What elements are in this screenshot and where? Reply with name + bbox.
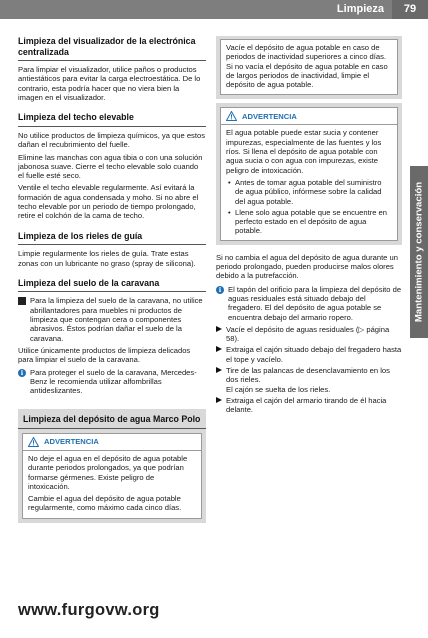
warning-text: No deje el agua en el depósito de agua potable durante periodos prolongados, ya que podrían formarse gérmenes. Existe peligro de intoxicación. xyxy=(28,453,188,491)
warning-text: Vacíe el depósito de agua potable en caso de periodos de inactividad superiores a cinco días. Si no vacía el depósito de agua potable en caso de largos periodos de inactividad, limpie el depósito de agua potable. xyxy=(226,43,388,90)
section-water-tank-box xyxy=(18,409,206,522)
warning-body xyxy=(221,125,397,239)
side-tab-label: Mantenimiento y conservación xyxy=(413,181,425,323)
note-text: Para proteger el suelo de la caravana, Mercedes-Benz le recomienda utilizar alfombrillas antideslizantes. xyxy=(30,367,197,396)
page-number: 79 xyxy=(392,0,428,19)
warning-frame xyxy=(220,107,398,240)
step-arrow-icon xyxy=(216,326,222,332)
paragraph: Utilice únicamente productos de limpieza delicados para limpiar el suelo de la caravana. xyxy=(18,345,191,365)
paragraph: Elimine las manchas con agua tibia o con una solución jabonosa suave. Cierre el techo elevable solo cuando el fuelle esté seco. xyxy=(18,152,203,181)
section-heading: Limpieza del suelo de la caravana xyxy=(18,278,206,293)
paragraph: Si no cambia el agua del depósito de agua durante un periodo prolongado, pueden producirse malos olores debido a la putrefacción. xyxy=(216,252,398,281)
instruction-step xyxy=(216,325,402,344)
info-note xyxy=(216,285,402,322)
watermark-text: www.furgovw.org xyxy=(18,601,160,619)
note-text: El tapón del orificio para la limpieza del depósito de aguas residuales está situado debajo del fregadero. El del depósito de agua potable se encuentra debajo del armario ropero. xyxy=(228,284,402,322)
caution-square-icon xyxy=(18,297,26,305)
step-text: Extraiga el cajón del armario tirando de él hacia delante. xyxy=(226,395,387,415)
page-header xyxy=(0,0,428,19)
step-text: Vacíe el depósito de aguas residuales (▷ página 58). xyxy=(226,324,390,344)
section-display-cleaning xyxy=(18,36,206,102)
step-arrow-icon xyxy=(216,397,222,403)
warning-label: ADVERTENCIA xyxy=(242,111,297,121)
paragraph: Ventile el techo elevable regularmente. Así evitará la formación de agua condensada y moho. Si no abre el techo elevable por un periodo de tiempo prolongado, retire el colchón de la cama de techo. xyxy=(18,183,199,221)
warning-triangle-icon xyxy=(226,111,237,121)
right-column xyxy=(216,36,402,417)
step-arrow-icon xyxy=(216,367,222,373)
header-title: Limpieza xyxy=(336,3,384,15)
section-roof-cleaning xyxy=(18,112,206,220)
info-icon: i xyxy=(18,369,26,377)
warning-text: El agua potable puede estar sucia y contener impurezas, especialmente de las fuentes y los ríos. Si llena el depósito de agua potable con agua sucia o con agua con impurezas, existe peligro de intoxicación. xyxy=(226,128,382,175)
warning-triangle-icon xyxy=(28,437,39,447)
warning-label: ADVERTENCIA xyxy=(44,437,99,447)
warning-box-2 xyxy=(216,103,402,244)
instruction-step xyxy=(216,345,402,364)
bullet-item: • Antes de tomar agua potable del suministro de agua público, infórmese sobre la calidad del agua potable. xyxy=(226,178,392,206)
info-note xyxy=(18,368,206,396)
continued-warning-box xyxy=(220,39,398,95)
left-column xyxy=(18,36,206,523)
section-heading: Limpieza del visualizador de la electrónica centralizada xyxy=(18,36,206,61)
continued-box xyxy=(216,36,402,99)
paragraph: No utilice productos de limpieza químicos, ya que estos dañan el recubrimiento del fuelle. xyxy=(18,130,205,150)
section-heading: Limpieza del techo elevable xyxy=(18,112,206,127)
warning-box xyxy=(22,433,202,519)
bullet-item: • Llene solo agua potable que se encuentre en perfecto estado en el depósito de agua potable. xyxy=(226,208,392,236)
warning-header xyxy=(23,434,201,451)
section-rails-cleaning xyxy=(18,231,206,268)
section-heading: Limpieza de los rieles de guía xyxy=(18,231,206,246)
step-text: Tire de las palancas de desenclavamiento en los dos rieles. xyxy=(226,366,390,385)
step-result: El cajón se suelta de los rieles. xyxy=(226,384,331,394)
section-floor-cleaning xyxy=(18,278,206,396)
warning-body xyxy=(23,451,201,518)
paragraph: Para limpiar el visualizador, utilice paños o productos antiestáticos para evitar la carga electroestática. De lo contrario, esta podría hacer que no viera bien la imagen en el visualizador. xyxy=(18,65,201,103)
step-arrow-icon xyxy=(216,346,222,352)
section-side-tab xyxy=(410,166,428,338)
caution-note xyxy=(18,296,206,342)
info-icon: i xyxy=(216,286,224,294)
warning-wrapper xyxy=(18,429,206,523)
instruction-step xyxy=(216,366,402,394)
note-text: Para la limpieza del suelo de la caravana, no utilice abrillantadores para muebles ni productos de limpieza que contengan cera o componentes abrasivos. Éstos podrían dañar el suelo de la caravana. xyxy=(30,296,203,343)
instruction-step xyxy=(216,396,402,415)
warning-header xyxy=(221,108,397,125)
warning-text: Cambie el agua del depósito de agua potable regularmente, como máximo cada cinco días. xyxy=(28,494,182,513)
step-text: Extraiga el cajón situado debajo del fregadero hasta el tope y vacíelo. xyxy=(226,345,402,364)
paragraph: Limpie regularmente los rieles de guía. Trate estas zonas con un lubricante no graso (spray de silicona). xyxy=(18,249,196,268)
section-heading: Limpieza del depósito de agua Marco Polo xyxy=(18,409,206,429)
